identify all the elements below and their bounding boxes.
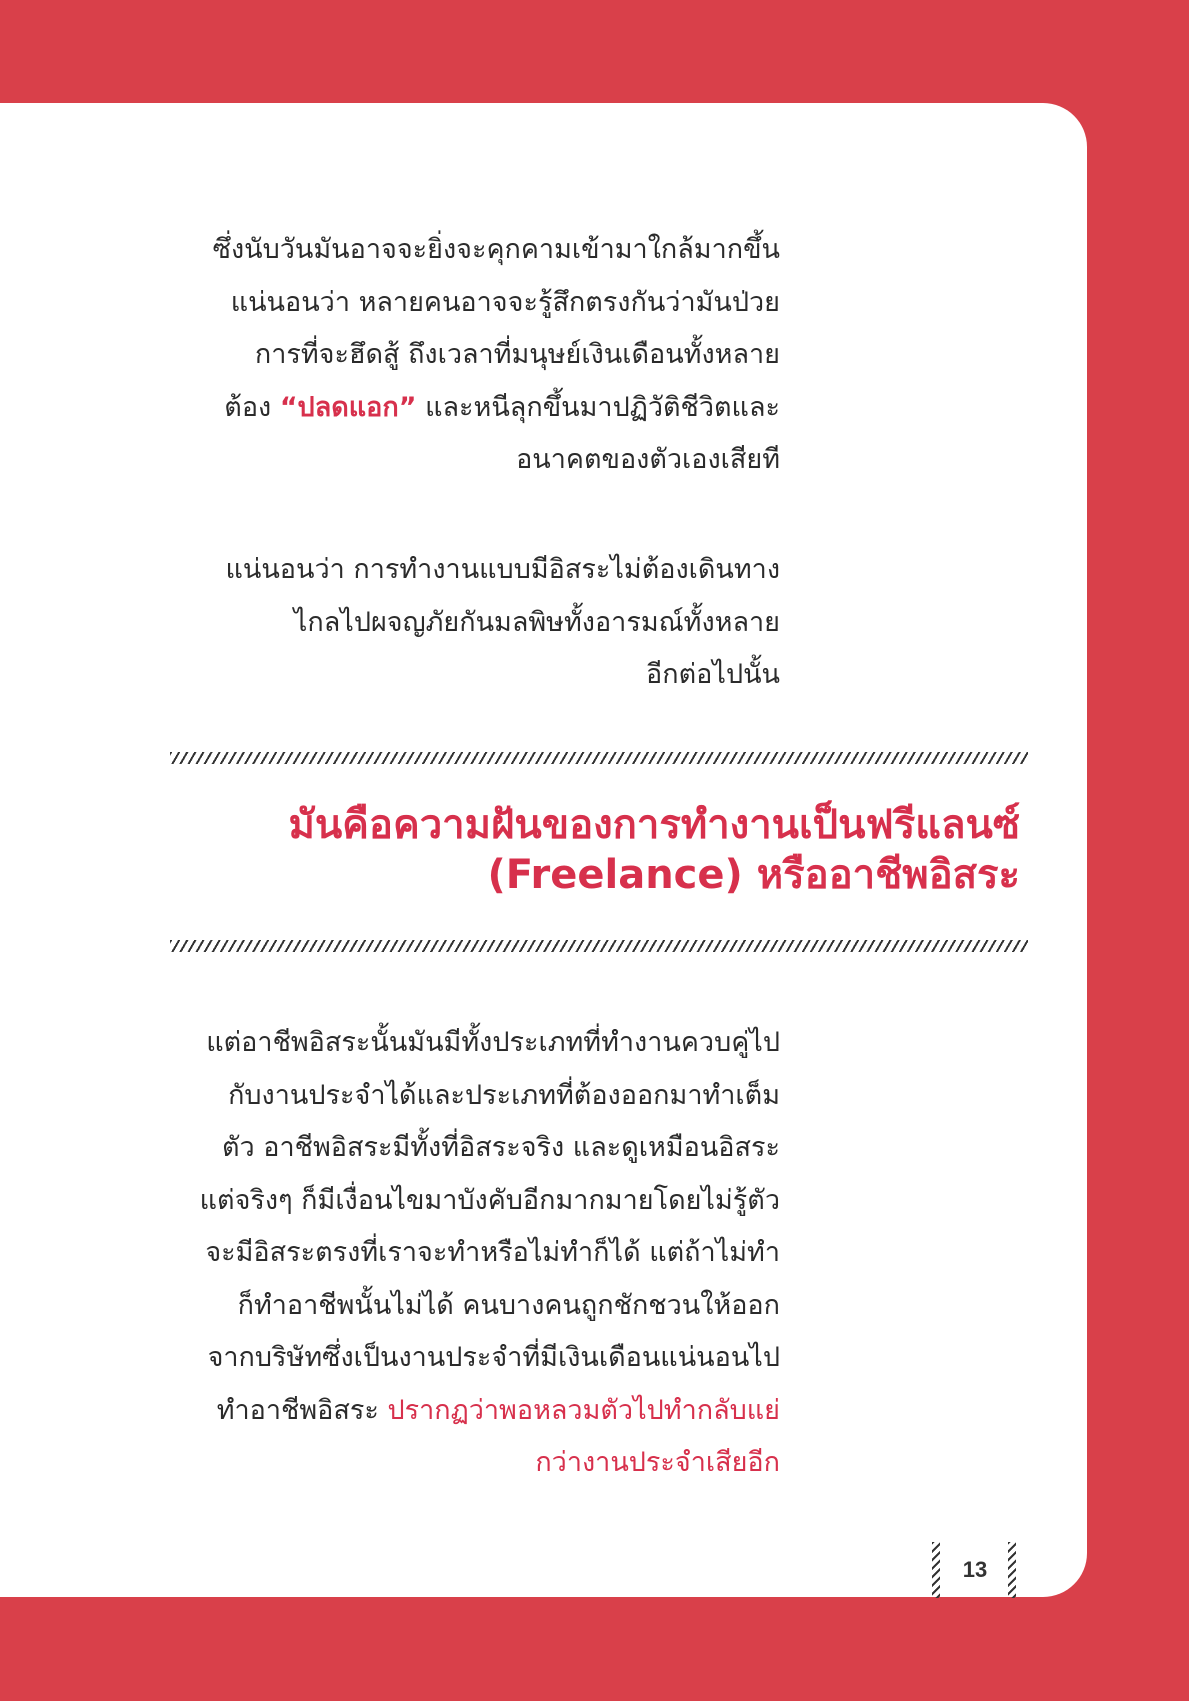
paragraph-line: การที่จะฮึดสู้ ถึงเวลาที่มนุษย์เงินเดือนทั้งหลาย xyxy=(254,339,780,370)
highlight-line: กว่างานประจำเสียอีก xyxy=(535,1447,780,1478)
paragraph-line: ไกลไปผจญภัยกันมลพิษทั้งอารมณ์ทั้งหลาย xyxy=(293,606,780,638)
paragraph-line: ก็ทำอาชีพนั้นไม่ได้ คนบางคนถูกชักชวนให้ออก xyxy=(237,1289,780,1321)
paragraph-line: ตัว อาชีพอิสระมีทั้งที่อิสระจริง และดูเหมือนอิสระ xyxy=(221,1132,780,1163)
text-segment: และหนีลุกขึ้นมาปฏิวัติชีวิตและ xyxy=(425,391,780,423)
hatch-divider-bottom xyxy=(170,940,1028,952)
paragraph-line: อนาคตของตัวเองเสียที xyxy=(516,444,780,475)
text-segment: ทำอาชีพอิสระ xyxy=(216,1394,379,1426)
paragraph-line xyxy=(180,1385,780,1438)
paragraph-line: จากบริษัทซึ่งเป็นงานประจำที่มีเงินเดือนแน่นอนไป xyxy=(207,1342,780,1373)
highlight-text: “ปลดแอก” xyxy=(279,391,417,423)
paragraph-line: แน่นอนว่า การทำงานแบบมีอิสระไม่ต้องเดินทาง xyxy=(225,554,780,585)
highlight-text: ปรากฏว่าพอหลวมตัวไปทำกลับแย่ xyxy=(387,1394,780,1426)
hatch-divider-top xyxy=(170,752,1028,764)
paragraph-second xyxy=(180,544,780,702)
heading-line: มันคือความฝันของการทำงานเป็นฟรีแลนซ์ xyxy=(288,802,1020,848)
section-heading xyxy=(170,800,1020,900)
paragraph-line: อีกต่อไปนั้น xyxy=(646,659,780,690)
paragraph-line: แต่อาชีพอิสระนั้นมันมีทั้งประเภทที่ทำงานควบคู่ไป xyxy=(206,1027,780,1058)
page-number-hatch-right xyxy=(1008,1542,1016,1598)
paragraph-intro xyxy=(180,224,780,487)
page-number: 13 xyxy=(962,1557,988,1582)
paragraph-line: แน่นอนว่า หลายคนอาจจะรู้สึกตรงกันว่ามันป่วย xyxy=(230,286,780,318)
heading-line: (Freelance) หรืออาชีพอิสระ xyxy=(487,852,1020,898)
paragraph-line: กับงานประจำได้และประเภทที่ต้องออกมาทำเต็ม xyxy=(228,1079,780,1111)
paragraph-line: แต่จริงๆ ก็มีเงื่อนไขมาบังคับอีกมากมายโดยไม่รู้ตัว xyxy=(199,1184,780,1216)
text-segment: ต้อง xyxy=(224,391,272,423)
paragraph-third xyxy=(180,1017,780,1490)
page-number-hatch-left xyxy=(932,1542,940,1598)
paragraph-line: จะมีอิสระตรงที่เราจะทำหรือไม่ทำก็ได้ แต่ถ้าไม่ทำ xyxy=(205,1237,780,1268)
paragraph-line: ซึ่งนับวันมันอาจจะยิ่งจะคุกคามเข้ามาใกล้มากขึ้น xyxy=(212,234,780,265)
paragraph-line xyxy=(180,382,780,435)
